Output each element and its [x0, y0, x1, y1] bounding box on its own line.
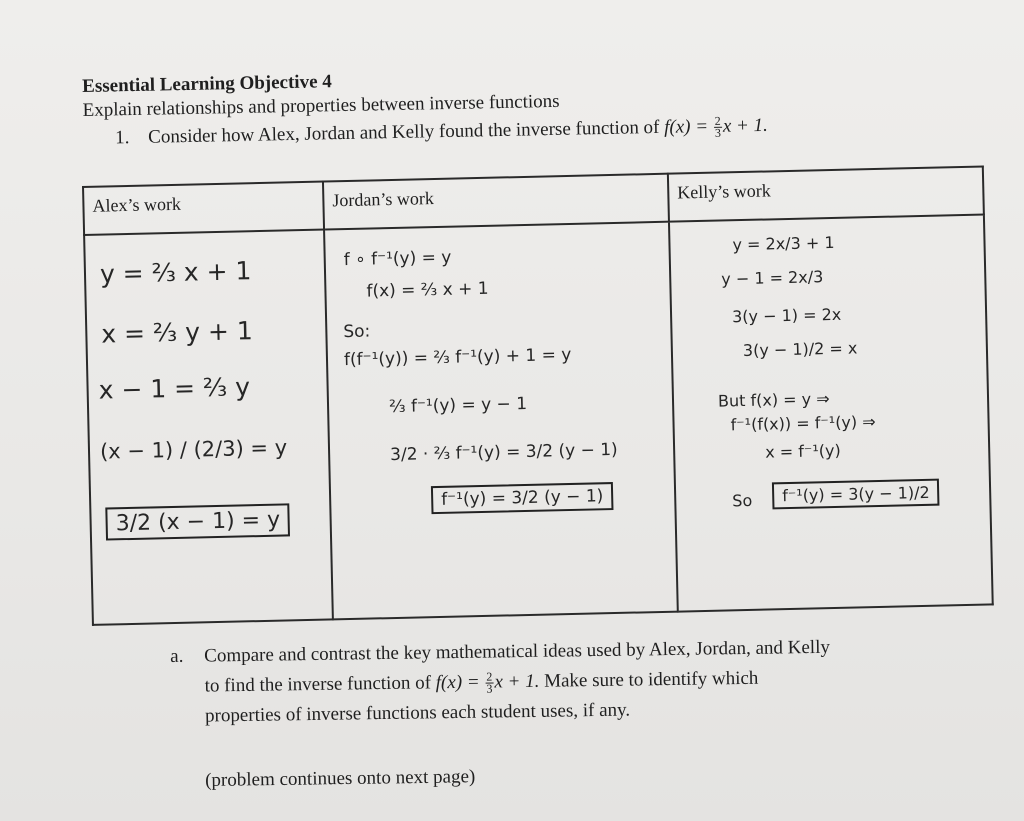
objective-subtitle: Explain relationships and properties between inverse functions: [82, 90, 560, 121]
fraction-numerator: 2: [486, 669, 493, 684]
table-work-row: [84, 215, 993, 625]
part-a-line: properties of inverse functions each student uses, if any.: [204, 699, 631, 727]
worksheet-header: [82, 60, 903, 151]
work-table: [82, 166, 994, 626]
jordan-line: So:: [343, 321, 371, 343]
jordan-line: f(x) = ⅔ x + 1: [366, 278, 489, 302]
fraction-denominator: 3: [486, 681, 493, 696]
alex-line: (x − 1) / (2/3) = y: [99, 435, 288, 464]
function-lhs: f(x) =: [663, 115, 709, 138]
function-lhs: f(x) =: [435, 671, 480, 694]
continues-note: (problem continues onto next page): [205, 766, 476, 791]
kelly-work-cell: [669, 215, 993, 612]
jordan-answer-box: f⁻¹(y) = 3/2 (y − 1): [431, 482, 614, 514]
part-a: [170, 631, 971, 732]
jordan-line: f ∘ f⁻¹(y) = y: [343, 247, 452, 271]
part-a-line-end: Make sure to identify which: [544, 667, 759, 692]
fraction: [485, 669, 493, 696]
kelly-line: f⁻¹(f(x)) = f⁻¹(y) ⇒: [730, 412, 876, 435]
alex-answer-box: 3/2 (x − 1) = y: [105, 503, 290, 540]
fraction-numerator: 2: [714, 113, 721, 129]
jordan-work-cell: [324, 222, 678, 620]
fraction: [714, 113, 722, 140]
part-a-line-start: to find the inverse function of: [204, 672, 432, 697]
kelly-line: y = 2x/3 + 1: [732, 232, 835, 255]
part-a-label: a.: [170, 645, 184, 667]
alex-work-cell: [84, 230, 333, 625]
fraction-denominator: 3: [714, 125, 722, 140]
alex-line: x − 1 = ⅔ y: [98, 372, 251, 405]
header-alex: Alex’s work: [83, 182, 324, 235]
kelly-line: 3(y − 1)/2 = x: [742, 338, 858, 361]
kelly-answer-box: f⁻¹(y) = 3(y − 1)/2: [772, 479, 940, 510]
kelly-line: 3(y − 1) = 2x: [731, 304, 842, 327]
jordan-line: ⅔ f⁻¹(y) = y − 1: [388, 393, 528, 418]
kelly-line: But f(x) = y ⇒: [717, 389, 830, 411]
part-a-text: [204, 631, 971, 732]
alex-line: x = ⅔ y + 1: [101, 316, 254, 349]
function-rhs: x + 1.: [494, 670, 540, 693]
kelly-line: x = f⁻¹(y): [764, 440, 841, 462]
work-table-wrapper: [82, 166, 992, 626]
kelly-line: y − 1 = 2x/3: [721, 267, 824, 289]
jordan-line: f(f⁻¹(y)) = ⅔ f⁻¹(y) + 1 = y: [343, 344, 572, 371]
kelly-line: So: [732, 490, 753, 511]
question-text: Consider how Alex, Jordan and Kelly found the inverse function of: [147, 116, 660, 148]
part-a-line: Compare and contrast the key mathematical ideas used by Alex, Jordan, and Kelly: [204, 636, 831, 667]
header-jordan: Jordan’s work: [323, 174, 669, 230]
header-kelly: Kelly’s work: [668, 167, 984, 222]
objective-title: Essential Learning Objective 4: [82, 71, 332, 97]
alex-line: y = ⅔ x + 1: [99, 256, 252, 289]
jordan-line: 3/2 · ⅔ f⁻¹(y) = 3/2 (y − 1): [389, 439, 618, 466]
question-number: 1.: [114, 127, 130, 149]
function-rhs: x + 1.: [722, 114, 769, 137]
